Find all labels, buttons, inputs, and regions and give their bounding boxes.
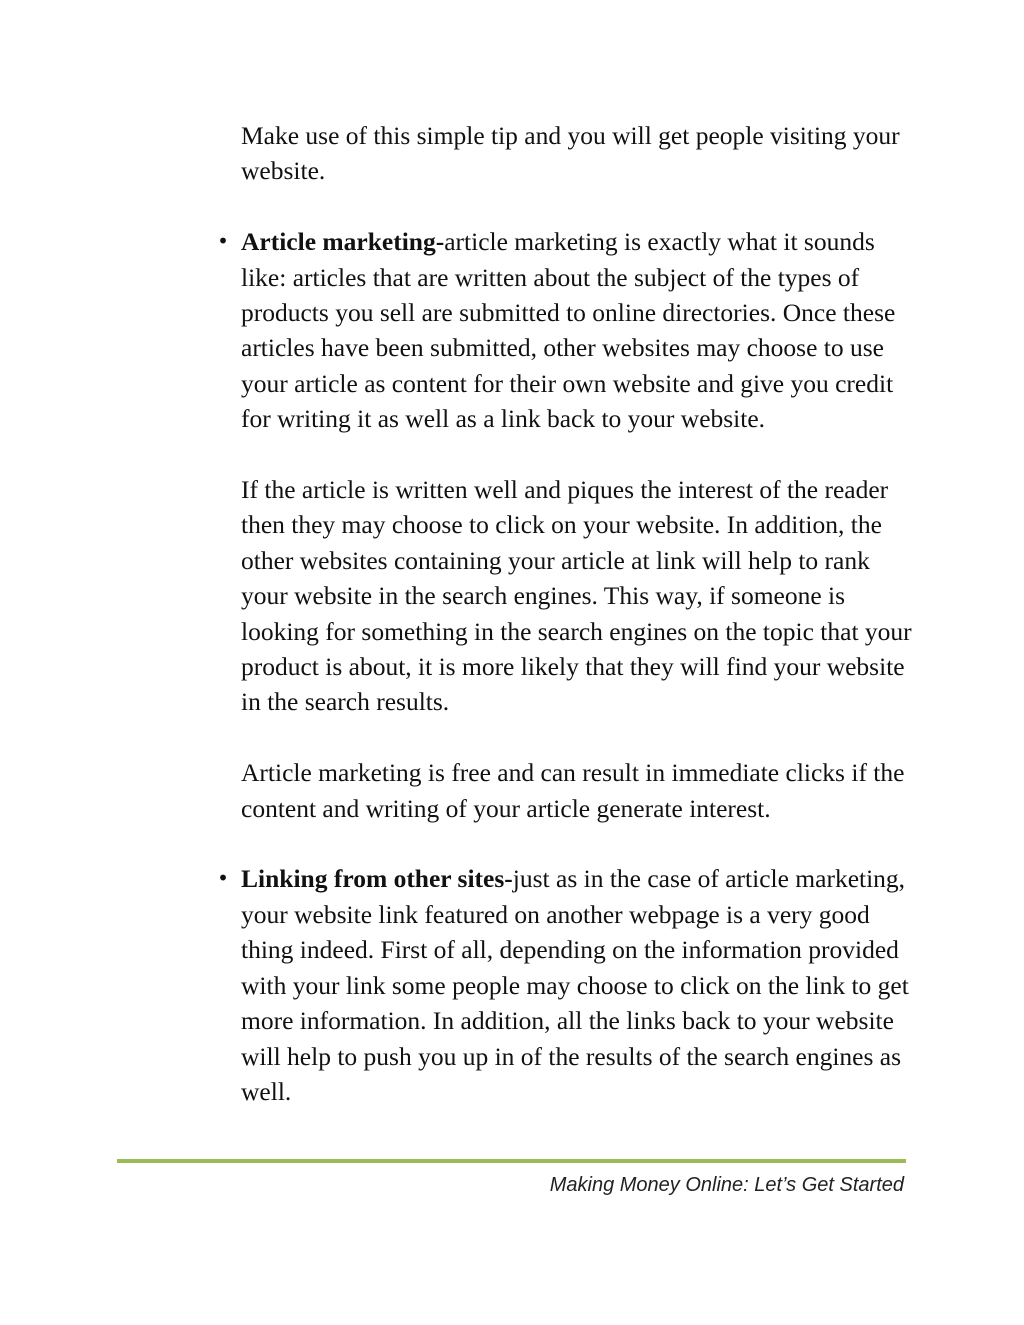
body-paragraph: Article marketing is free and can result in immediate clicks if the content and writing of your article generate interest. bbox=[241, 758, 905, 823]
paragraph-spacer bbox=[241, 189, 913, 224]
bullet-term: Article marketing- bbox=[241, 227, 445, 257]
footer-title: Making Money Online: Let’s Get Started bbox=[549, 1174, 904, 1196]
body-paragraph: If the article is written well and piques the interest of the reader then they may choose to click on your website. In addition, the other websites containing your article at link will help to rank your website in the search engines. This way, if someone is looking for something in the search engines on the topic that your product is about, it is more likely that they will find your website in the search results. bbox=[241, 475, 912, 717]
bullet-term: Linking from other sites- bbox=[241, 864, 513, 894]
bullet-text: article marketing is exactly what it sounds like: articles that are written about the subject of the types of products you sell are submitted to online directories. Once these articles have been submitted, other websites may choose to use your article as content for their own website and give you credit for writing it as well as a link back to your website. bbox=[241, 227, 896, 434]
intro-paragraph: Make use of this simple tip and you will get people visiting your website. bbox=[241, 121, 900, 186]
paragraph-spacer bbox=[241, 826, 913, 861]
document-body bbox=[217, 118, 913, 1109]
paragraph-spacer bbox=[241, 720, 913, 755]
footer-divider bbox=[117, 1159, 906, 1163]
bullet-item-article-marketing bbox=[217, 224, 913, 436]
bullet-text: just as in the case of article marketing, your website link featured on another webpage is a very good thing indeed. First of all, depending on the information provided with your link some people may choose to click on the link to get more information. In addition, all the links back to your website will help to push you up in of the results of the search engines as well. bbox=[241, 864, 909, 1106]
bullet-icon: • bbox=[217, 229, 229, 254]
bullet-icon: • bbox=[217, 866, 229, 891]
paragraph-spacer bbox=[241, 437, 913, 472]
bullet-item-linking-from-other-sites bbox=[217, 861, 913, 1109]
